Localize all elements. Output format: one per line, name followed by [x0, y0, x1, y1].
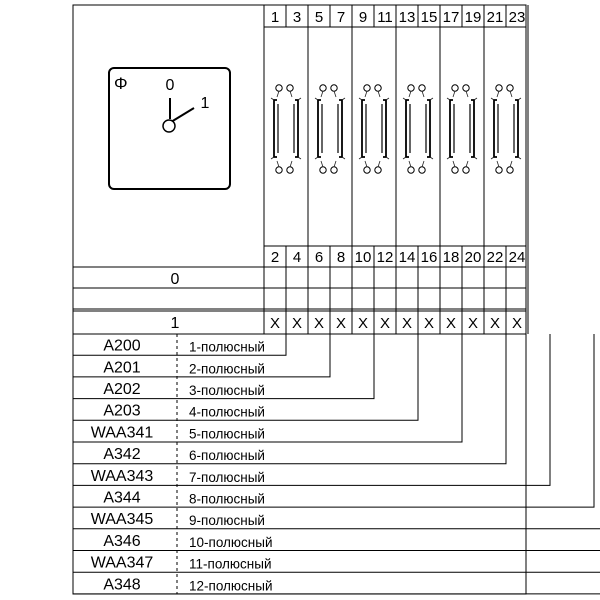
terminal-circle	[364, 167, 370, 173]
terminal-bottom-label: 20	[464, 249, 482, 266]
dial-position-1-label: 1	[200, 95, 210, 112]
terminal-top-label: 11	[377, 9, 393, 26]
position-1-mark: X	[291, 315, 303, 332]
position-1-mark: X	[335, 315, 347, 332]
model-description: 4-полюсный	[189, 404, 265, 420]
dial-lever	[171, 108, 194, 122]
contact-leg	[453, 91, 468, 167]
position-1-mark: X	[423, 315, 435, 332]
terminal-top-label: 13	[398, 9, 416, 26]
model-code: A344	[103, 489, 141, 507]
model-description: 11-полюсный	[189, 556, 272, 572]
terminal-circle	[463, 85, 469, 91]
position-1-mark: X	[401, 315, 413, 332]
position-1-mark: X	[357, 315, 369, 332]
terminal-circle	[419, 85, 425, 91]
terminal-circle	[507, 167, 513, 173]
position-1-mark: X	[467, 315, 479, 332]
contact-leg	[277, 91, 292, 167]
model-table	[73, 334, 600, 594]
terminal-bottom-label: 22	[486, 249, 504, 266]
model-description: 8-полюсный	[189, 491, 265, 507]
terminal-circle	[320, 85, 326, 91]
model-description: 5-полюсный	[189, 426, 265, 442]
model-code: A201	[103, 359, 141, 377]
terminal-bottom-label: 16	[420, 249, 438, 266]
terminal-bottom-label: 18	[442, 249, 460, 266]
position-1-mark: X	[511, 315, 523, 332]
model-code: WAA347	[90, 554, 154, 572]
terminal-top-label: 19	[464, 9, 482, 26]
grid-lines	[73, 27, 526, 594]
position-row-0-label: 0	[170, 271, 180, 288]
model-code: A200	[103, 337, 141, 355]
terminal-top-label: 1	[270, 9, 280, 26]
position-1-mark: X	[379, 315, 391, 332]
model-code: A342	[103, 446, 141, 464]
contact-leg	[497, 91, 512, 167]
terminal-top-label: 17	[442, 9, 460, 26]
terminal-top-label: 5	[314, 9, 324, 26]
model-description: 3-полюсный	[189, 383, 265, 399]
phi-symbol: Φ	[114, 74, 128, 93]
model-description: 7-полюсный	[189, 469, 265, 485]
model-description: 2-полюсный	[189, 361, 265, 377]
terminal-circle	[375, 85, 381, 91]
dial-pivot	[163, 120, 175, 132]
contact-element	[447, 85, 477, 173]
contact-tab	[447, 98, 477, 159]
terminal-bottom-label: 2	[270, 249, 280, 266]
contact-element	[491, 85, 521, 173]
model-code: WAA343	[90, 467, 154, 485]
terminal-circle	[287, 85, 293, 91]
contact-element	[403, 85, 433, 173]
contact-leg	[365, 91, 380, 167]
terminal-circle	[496, 85, 502, 91]
position-1-mark: X	[313, 315, 325, 332]
contact-element	[271, 85, 301, 173]
terminal-circle	[452, 167, 458, 173]
terminal-columns	[264, 5, 528, 334]
terminal-circle	[375, 167, 381, 173]
terminal-circle	[331, 167, 337, 173]
terminal-bottom-label: 8	[336, 249, 346, 266]
model-code: A202	[103, 381, 141, 399]
terminal-circle	[287, 167, 293, 173]
contact-tab	[359, 98, 389, 159]
model-description: 12-полюсный	[189, 578, 273, 594]
terminal-circle	[408, 167, 414, 173]
terminal-bottom-label: 12	[376, 249, 394, 266]
diagram-frame	[73, 5, 526, 594]
terminal-bottom-label: 10	[354, 249, 372, 266]
model-code: A348	[103, 576, 141, 594]
model-description: 10-полюсный	[189, 534, 273, 550]
terminal-circle	[331, 85, 337, 91]
contact-tab	[491, 98, 521, 159]
terminal-top-label: 21	[486, 9, 504, 26]
model-code: WAA341	[90, 424, 154, 442]
position-1-mark: X	[445, 315, 457, 332]
dial-symbol	[109, 68, 230, 189]
model-code: WAA345	[90, 511, 154, 529]
model-description: 9-полюсный	[189, 513, 265, 529]
terminal-bottom-label: 24	[508, 249, 526, 266]
terminal-circle	[452, 85, 458, 91]
terminal-top-label: 7	[336, 9, 346, 26]
contact-tab	[315, 98, 345, 159]
terminal-top-label: 23	[508, 9, 526, 26]
terminal-circle	[507, 85, 513, 91]
terminal-circle	[408, 85, 414, 91]
terminal-circle	[463, 167, 469, 173]
terminal-circle	[496, 167, 502, 173]
terminal-top-label: 9	[358, 9, 368, 26]
contact-leg	[409, 91, 424, 167]
dial-position-0-label: 0	[165, 77, 175, 94]
position-1-mark: X	[269, 315, 281, 332]
terminal-circle	[320, 167, 326, 173]
model-description: 6-полюсный	[189, 448, 265, 464]
terminal-bottom-label: 14	[398, 249, 416, 266]
model-code: A346	[103, 532, 141, 550]
position-1-mark: X	[489, 315, 501, 332]
terminal-bottom-label: 4	[292, 249, 302, 266]
model-code: A203	[103, 402, 141, 420]
contact-element	[359, 85, 389, 173]
contact-tab	[403, 98, 433, 159]
terminal-circle	[276, 85, 282, 91]
terminal-circle	[364, 85, 370, 91]
position-row-1-label: 1	[170, 315, 180, 332]
terminal-top-label: 15	[420, 9, 438, 26]
contact-element	[315, 85, 345, 173]
model-description: 1-полюсный	[189, 339, 265, 355]
terminal-circle	[419, 167, 425, 173]
terminal-circle	[276, 167, 282, 173]
contact-leg	[321, 91, 336, 167]
terminal-bottom-label: 6	[314, 249, 324, 266]
contact-tab	[271, 98, 301, 159]
terminal-top-label: 3	[292, 9, 302, 26]
